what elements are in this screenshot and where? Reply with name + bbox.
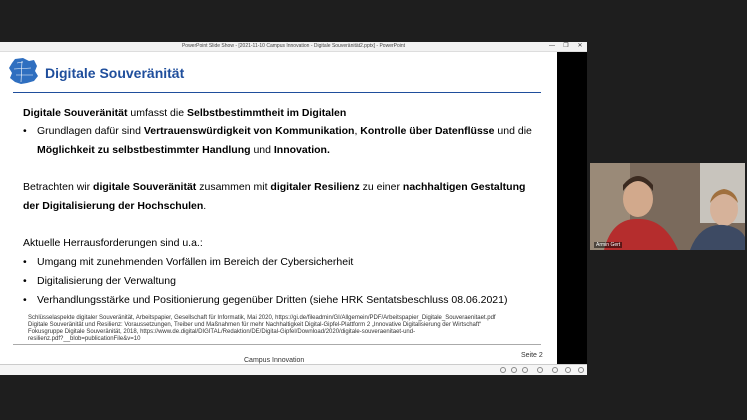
list-item: Verhandlungsstärke und Positionierung gegenüber Dritten (siehe HRK Sentatsbeschluss 08.06.2021) [37, 294, 508, 306]
footnote: Schlüsselaspekte digitaler Souveränität, Arbeitspapier, Gesellschaft für Informatik, Mai 2020, https://gi.de/fileadmin/GI/Allgemein/PDF/Arbeitspapier_Digitale_Souveraenitaet.pdf [28, 315, 496, 321]
term: Kontrolle über Datenflüsse [360, 125, 495, 137]
bullet: • [23, 125, 27, 137]
bullet: • [23, 294, 27, 306]
page-number: Seite 2 [521, 352, 543, 359]
text: Betrachten wir [23, 181, 94, 193]
minimize-button[interactable]: — [549, 43, 555, 49]
video-scene-icon [590, 163, 745, 250]
text: . [203, 200, 207, 212]
bullet-text-line [37, 125, 532, 137]
term: digitale Souveränität [93, 181, 197, 193]
paragraph-definition [23, 107, 346, 119]
term: Vertrauenswürdigkeit von Kommunikation [143, 125, 355, 137]
challenges-heading: Aktuelle Herrausforderungen sind u.a.: [23, 237, 203, 249]
participant-name: Armin Gert [596, 242, 621, 248]
view-icon[interactable] [537, 367, 543, 373]
title-divider [13, 92, 541, 93]
footnote: Digitale Souveränität und Resilienz: Voraussetzungen, Treiber und Maßnahmen für mehr Nachhaltigkeit Digital-Gipfel-Plattform 2 „Innovative Digitalisierung der Wirtschaft“ [28, 322, 482, 328]
text: , [354, 125, 361, 137]
powerpoint-window [0, 42, 587, 374]
next-icon[interactable] [511, 367, 517, 373]
pen-icon[interactable] [522, 367, 528, 373]
window-title: PowerPoint Slide Show - [2021-11-10 Campus Innovation - Digitale Souveränität2.pptx] - PowerPoint [181, 43, 406, 49]
term: nachhaltigen Gestaltung [402, 181, 526, 193]
slide-title: Digitale Souveränität [45, 65, 185, 81]
term: digitaler Resilienz [270, 181, 360, 193]
term: Innovation. [273, 144, 330, 156]
paragraph-line [23, 181, 525, 193]
window-titlebar [0, 42, 587, 52]
term: Selbstbestimmtheit im Digitalen [186, 107, 347, 119]
restore-button[interactable]: ❐ [563, 43, 569, 49]
slide-margin [557, 52, 587, 364]
footnote: Fokusgruppe Digitale Souveränität, 2018, https://www.de.digital/DIGITAL/Redaktion/DE/Digital-Gipfel/Download/2020/digitale-souveraenitaet-und- [28, 329, 416, 335]
close-button[interactable]: ✕ [577, 43, 583, 49]
text: und [250, 144, 274, 156]
slide [1, 52, 556, 364]
text: Grundlagen dafür sind [37, 125, 144, 137]
bavaria-map-icon [7, 57, 39, 85]
participant-video [590, 163, 745, 250]
previous-icon[interactable] [500, 367, 506, 373]
slideshow-toolbar [0, 364, 587, 375]
footer-divider [13, 344, 541, 345]
text: zu einer [359, 181, 403, 193]
paragraph-line [23, 200, 206, 212]
reading-view-icon[interactable] [578, 367, 584, 373]
term: Möglichkeit zu selbstbestimmter Handlung [37, 144, 251, 156]
bullet: • [23, 275, 27, 287]
list-item: Digitalisierung der Verwaltung [37, 275, 176, 287]
term: der Digitalisierung der Hochschulen [23, 200, 204, 212]
text: und die [494, 125, 532, 137]
footnote: resilienz.pdf?__blob=publicationFile&v=10 [28, 336, 141, 342]
slide-sorter-icon[interactable] [565, 367, 571, 373]
footer-center: Campus Innovation [244, 357, 305, 364]
list-item: Umgang mit zunehmenden Vorfällen im Bereich der Cybersicherheit [37, 256, 354, 268]
text: zusammen mit [196, 181, 271, 193]
bullet-text-line [37, 144, 330, 156]
term: Digitale Souveränität [23, 107, 128, 119]
normal-view-icon[interactable] [552, 367, 558, 373]
bullet: • [23, 256, 27, 268]
text: umfasst die [127, 107, 187, 119]
